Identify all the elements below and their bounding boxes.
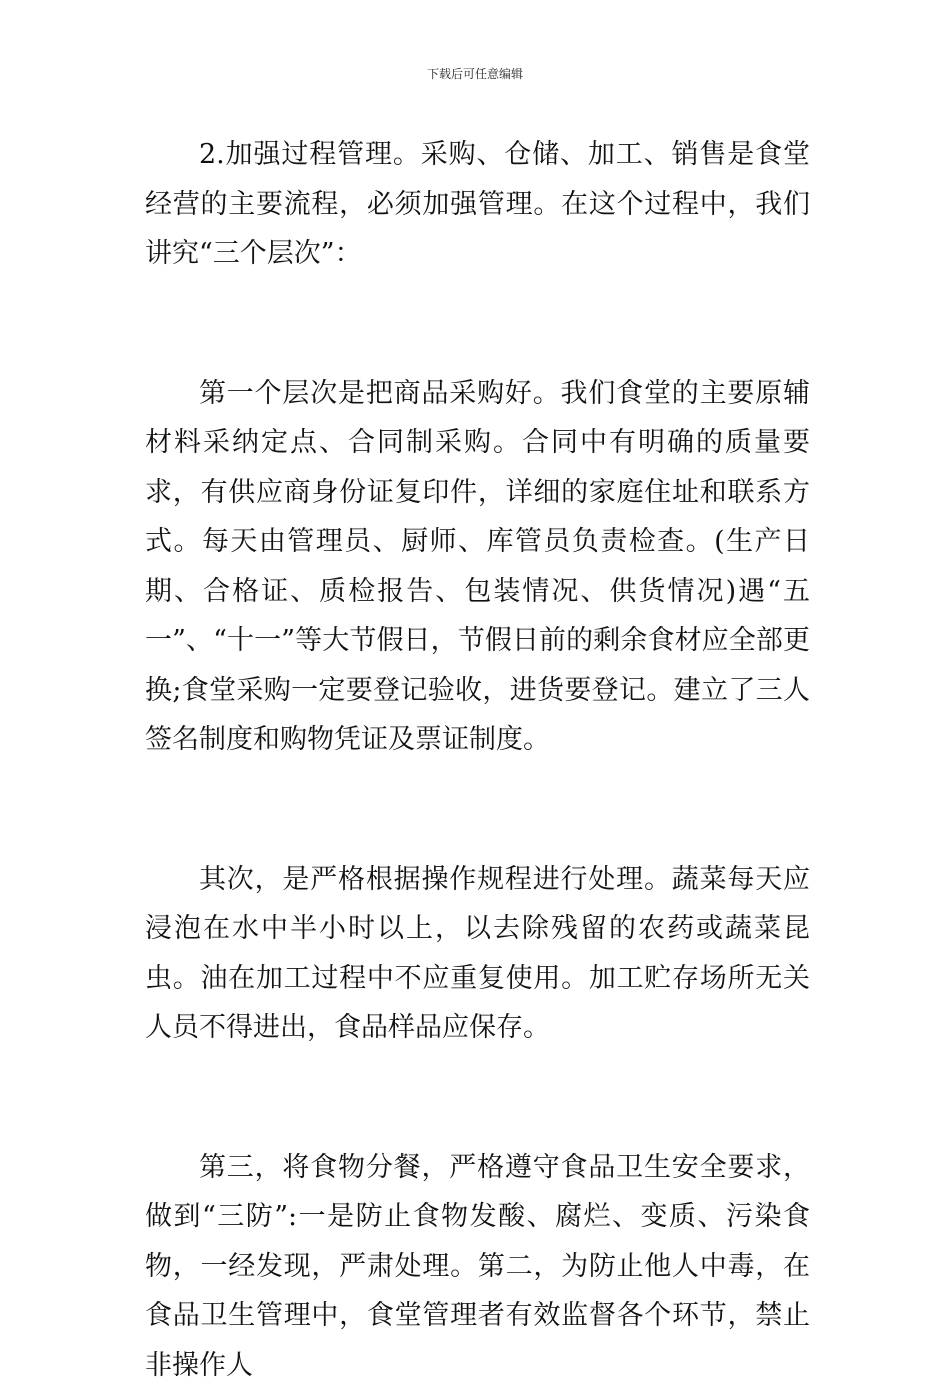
document-body: [145, 130, 810, 1390]
paragraph-processing: 其次，是严格根据操作规程进行处理。蔬菜每天应浸泡在水中半小时以上，以去除残留的农药或蔬菜昆虫。油在加工过程中不应重复使用。加工贮存场所无关人员不得进出，食品样品应保存。: [145, 855, 810, 1053]
paragraph-meal-division: 第三，将食物分餐，严格遵守食品卫生安全要求，做到“三防”:一是防止食物发酸、腐烂、变质、污染食物，一经发现，严肃处理。第二，为防止他人中毒，在食品卫生管理中，食堂管理者有效监督各个环节，禁止非操作人: [145, 1143, 810, 1390]
page-header: 下载后可任意编辑: [0, 66, 950, 82]
paragraph-process-management: 2.加强过程管理。采购、仓储、加工、销售是食堂经营的主要流程，必须加强管理。在这个过程中，我们讲究“三个层次”：: [145, 130, 810, 279]
paragraph-purchasing: 第一个层次是把商品采购好。我们食堂的主要原辅材料采纳定点、合同制采购。合同中有明确的质量要求，有供应商身份证复印件，详细的家庭住址和联系方式。每天由管理员、厨师、库管员负责检查。(生产日期、合格证、质检报告、包装情况、供货情况)遇“五一”、“十一”等大节假日，节假日前的剩余食材应全部更换;食堂采购一定要登记验收，进货要登记。建立了三人签名制度和购物凭证及票证制度。: [145, 369, 810, 765]
